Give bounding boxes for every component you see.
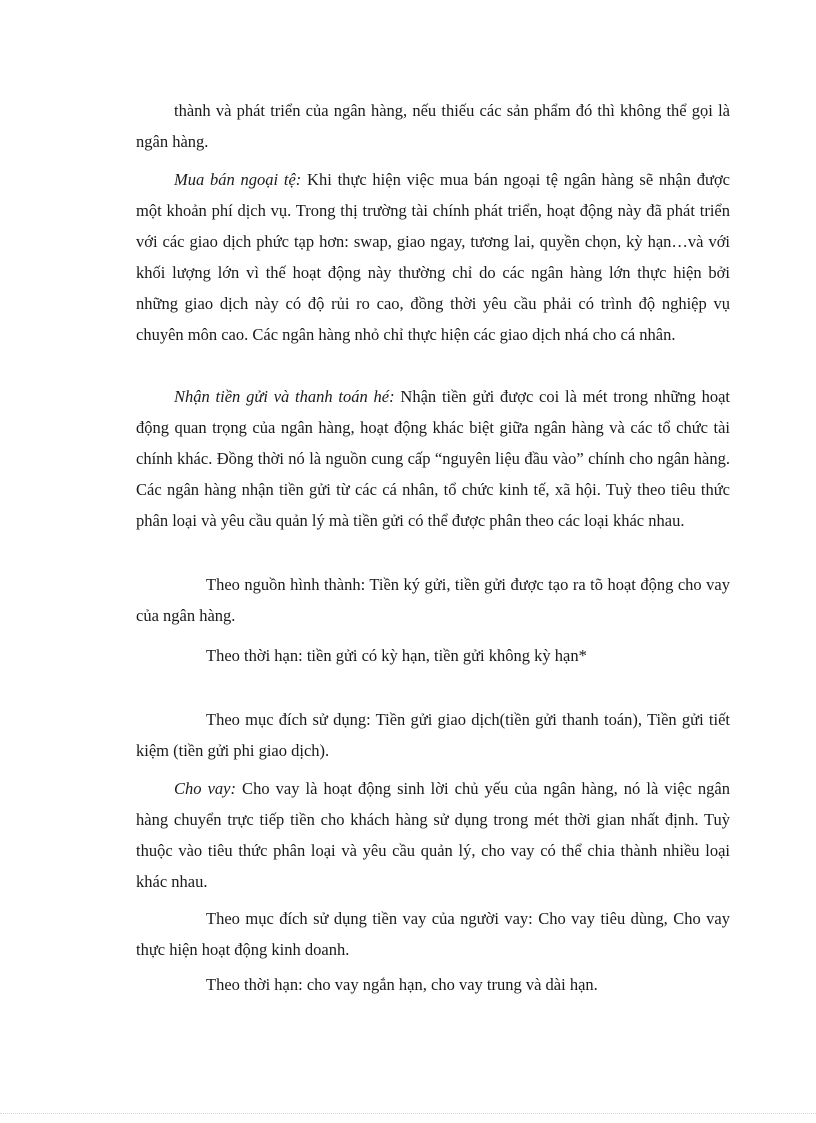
paragraph-text: Theo thời hạn: tiền gửi có kỳ hạn, tiền gửi không kỳ hạn* bbox=[206, 646, 587, 665]
paragraph-lending bbox=[136, 773, 730, 897]
paragraph-lead-heading: Nhận tiền gửi và thanh toán hé: bbox=[174, 387, 395, 406]
paragraph-deposit-by-purpose bbox=[136, 704, 730, 766]
paragraph-text: Nhận tiền gửi được coi là mét trong những hoạt động quan trọng của ngân hàng, hoạt động khác biệt giữa ngân hàng và các tổ chức tài chính khác. Đồng thời nó là nguồn cung cấp “nguyên liệu đầu vào” chính cho ngân hàng. Các ngân hàng nhận tiền gửi từ các cá nhân, tổ chức kinh tế, xã hội. Tuỳ theo tiêu thức phân loại và yêu cầu quản lý mà tiền gửi có thể được phân theo các loại khác nhau. bbox=[136, 387, 730, 530]
paragraph-deposits-payments bbox=[136, 381, 730, 536]
paragraph-foreign-exchange bbox=[136, 164, 730, 350]
paragraph-text: Theo mục đích sử dụng tiền vay của người vay: Cho vay tiêu dùng, Cho vay thực hiện hoạt động kinh doanh. bbox=[136, 909, 730, 959]
paragraph-text: thành và phát triển của ngân hàng, nếu thiếu các sản phẩm đó thì không thể gọi là ngân hàng. bbox=[136, 101, 730, 151]
paragraph-lead-heading: Cho vay: bbox=[174, 779, 236, 798]
paragraph-text: Khi thực hiện việc mua bán ngoại tệ ngân hàng sẽ nhận được một khoản phí dịch vụ. Trong thị trường tài chính phát triển, hoạt động này đã phát triển với các giao dịch phức tạp hơn: swap, giao ngay, tương lai, quyền chọn, kỳ hạn…và với khối lượng lớn vì thế hoạt động này thường chỉ do các ngân hàng lớn thực hiện bởi những giao dịch này có độ rủi ro cao, đồng thời yêu cầu phải có trình độ nghiệp vụ chuyên môn cao. Các ngân hàng nhỏ chỉ thực hiện các giao dịch nhá cho cá nhân. bbox=[136, 170, 730, 344]
paragraph-text: Theo nguồn hình thành: Tiền ký gửi, tiền gửi được tạo ra tõ hoạt động cho vay của ngân hàng. bbox=[136, 575, 730, 625]
paragraph-deposit-by-source bbox=[136, 569, 730, 631]
paragraph-product-intro bbox=[136, 95, 730, 157]
paragraph-text: Cho vay là hoạt động sinh lời chủ yếu của ngân hàng, nó là việc ngân hàng chuyển trực tiếp tiền cho khách hàng sử dụng trong mét thời gian nhất định. Tuỳ thuộc vào tiêu thức phân loại và yêu cầu quản lý, cho vay có thể chia thành nhiều loại khác nhau. bbox=[136, 779, 730, 891]
paragraph-lead-heading: Mua bán ngoại tệ: bbox=[174, 170, 302, 189]
paragraph-loan-by-purpose bbox=[136, 903, 730, 965]
paragraph-deposit-by-term bbox=[136, 640, 730, 671]
paragraph-loan-by-term bbox=[136, 969, 730, 1000]
page-bottom-edge bbox=[0, 1113, 816, 1114]
paragraph-text: Theo thời hạn: cho vay ngắn hạn, cho vay trung và dài hạn. bbox=[206, 975, 598, 994]
paragraph-text: Theo mục đích sử dụng: Tiền gửi giao dịch(tiền gửi thanh toán), Tiền gửi tiết kiệm (tiền gửi phi giao dịch). bbox=[136, 710, 730, 760]
